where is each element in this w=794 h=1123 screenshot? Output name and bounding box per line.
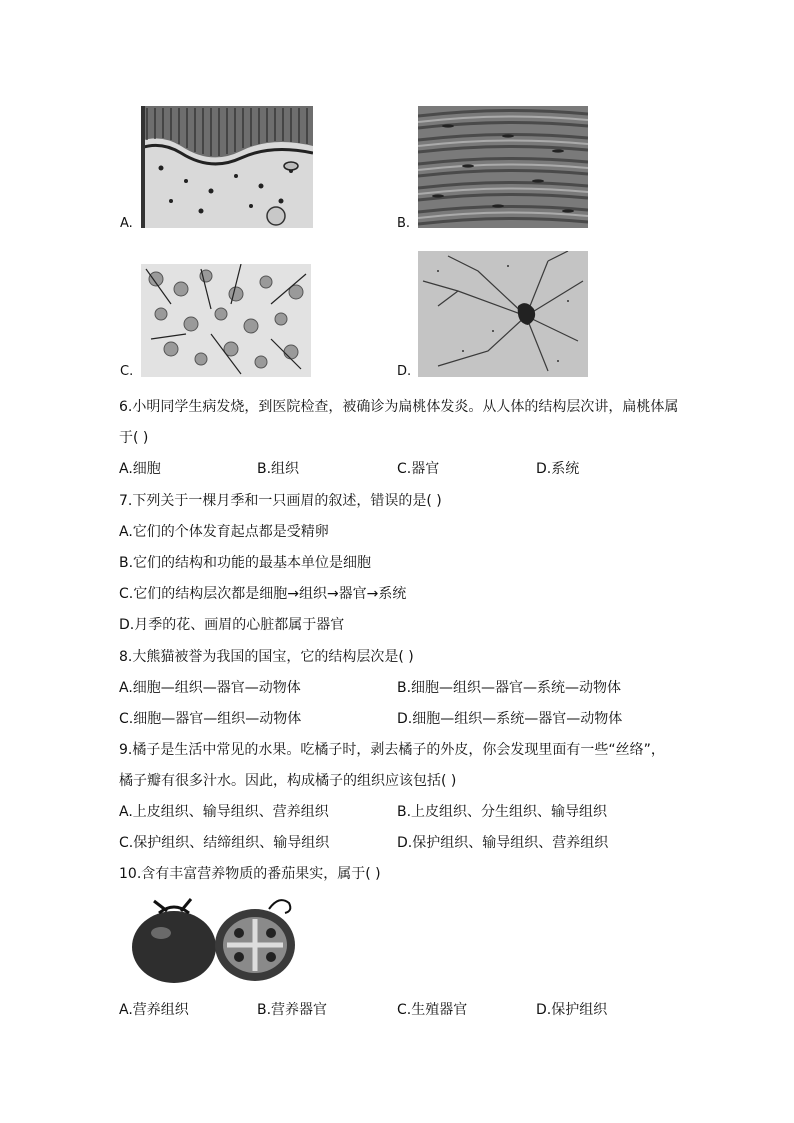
q6-option-a[interactable]: A.细胞 xyxy=(119,461,161,477)
q9-stem-line1: 9.橘子是生活中常见的水果。吃橘子时，剥去橘子的外皮，你会发现里面有一些“丝络”， xyxy=(119,742,665,758)
q8-option-b[interactable]: B.细胞—组织—器官—系统—动物体 xyxy=(397,680,622,696)
q9-stem-line2: 橘子瓣有很多汁水。因此，构成橘子的组织应该包括( ) xyxy=(119,773,457,789)
tomato-image xyxy=(129,893,301,985)
q9-option-d[interactable]: D.保护组织、输导组织、营养组织 xyxy=(397,835,609,851)
option-label-c: C. xyxy=(120,364,134,379)
nerve-tissue-image xyxy=(418,251,588,377)
q7-option-b[interactable]: B.它们的结构和功能的最基本单位是细胞 xyxy=(119,555,372,571)
muscle-tissue-image xyxy=(418,106,588,228)
epithelial-tissue-image xyxy=(141,106,313,228)
q6-stem-line1: 6.小明同学生病发烧，到医院检查，被确诊为扁桃体发炎。从人体的结构层次讲，扁桃体属 xyxy=(119,399,679,415)
q9-options-row1 xyxy=(0,801,794,821)
q7-option-a[interactable]: A.它们的个体发育起点都是受精卵 xyxy=(119,524,329,540)
q9-option-c[interactable]: C.保护组织、结缔组织、输导组织 xyxy=(119,835,330,851)
option-label-d: D. xyxy=(397,364,412,379)
q10-stem: 10.含有丰富营养物质的番茄果实，属于( ) xyxy=(119,866,381,882)
q7-option-d[interactable]: D.月季的花、画眉的心脏都属于器官 xyxy=(119,617,345,633)
q6-option-c[interactable]: C.器官 xyxy=(397,461,440,477)
q7-stem: 7.下列关于一棵月季和一只画眉的叙述，错误的是( ) xyxy=(119,493,442,509)
q9-option-a[interactable]: A.上皮组织、输导组织、营养组织 xyxy=(119,804,329,820)
q9-options-row2 xyxy=(0,832,794,852)
q6-options xyxy=(0,458,794,478)
q9-option-b[interactable]: B.上皮组织、分生组织、输导组织 xyxy=(397,804,608,820)
q10-option-c[interactable]: C.生殖器官 xyxy=(397,1002,468,1018)
q8-option-c[interactable]: C.细胞—器官—组织—动物体 xyxy=(119,711,302,727)
q8-options-row1 xyxy=(0,677,794,697)
q8-option-d[interactable]: D.细胞—组织—系统—器官—动物体 xyxy=(397,711,623,727)
q8-stem: 8.大熊猫被誉为我国的国宝，它的结构层次是( ) xyxy=(119,649,414,665)
q10-option-b[interactable]: B.营养器官 xyxy=(257,1002,328,1018)
q8-options-row2 xyxy=(0,708,794,728)
q6-option-b[interactable]: B.组织 xyxy=(257,461,300,477)
q10-option-a[interactable]: A.营养组织 xyxy=(119,1002,189,1018)
q6-option-d[interactable]: D.系统 xyxy=(536,461,580,477)
q7-option-c[interactable]: C.它们的结构层次都是细胞→组织→器官→系统 xyxy=(119,586,407,602)
q10-options xyxy=(0,999,794,1019)
q8-option-a[interactable]: A.细胞—组织—器官—动物体 xyxy=(119,680,301,696)
option-label-b: B. xyxy=(397,216,411,231)
connective-tissue-image xyxy=(141,264,311,377)
q6-stem-line2: 于( ) xyxy=(119,430,149,446)
q10-option-d[interactable]: D.保护组织 xyxy=(536,1002,608,1018)
option-label-a: A. xyxy=(120,216,133,231)
